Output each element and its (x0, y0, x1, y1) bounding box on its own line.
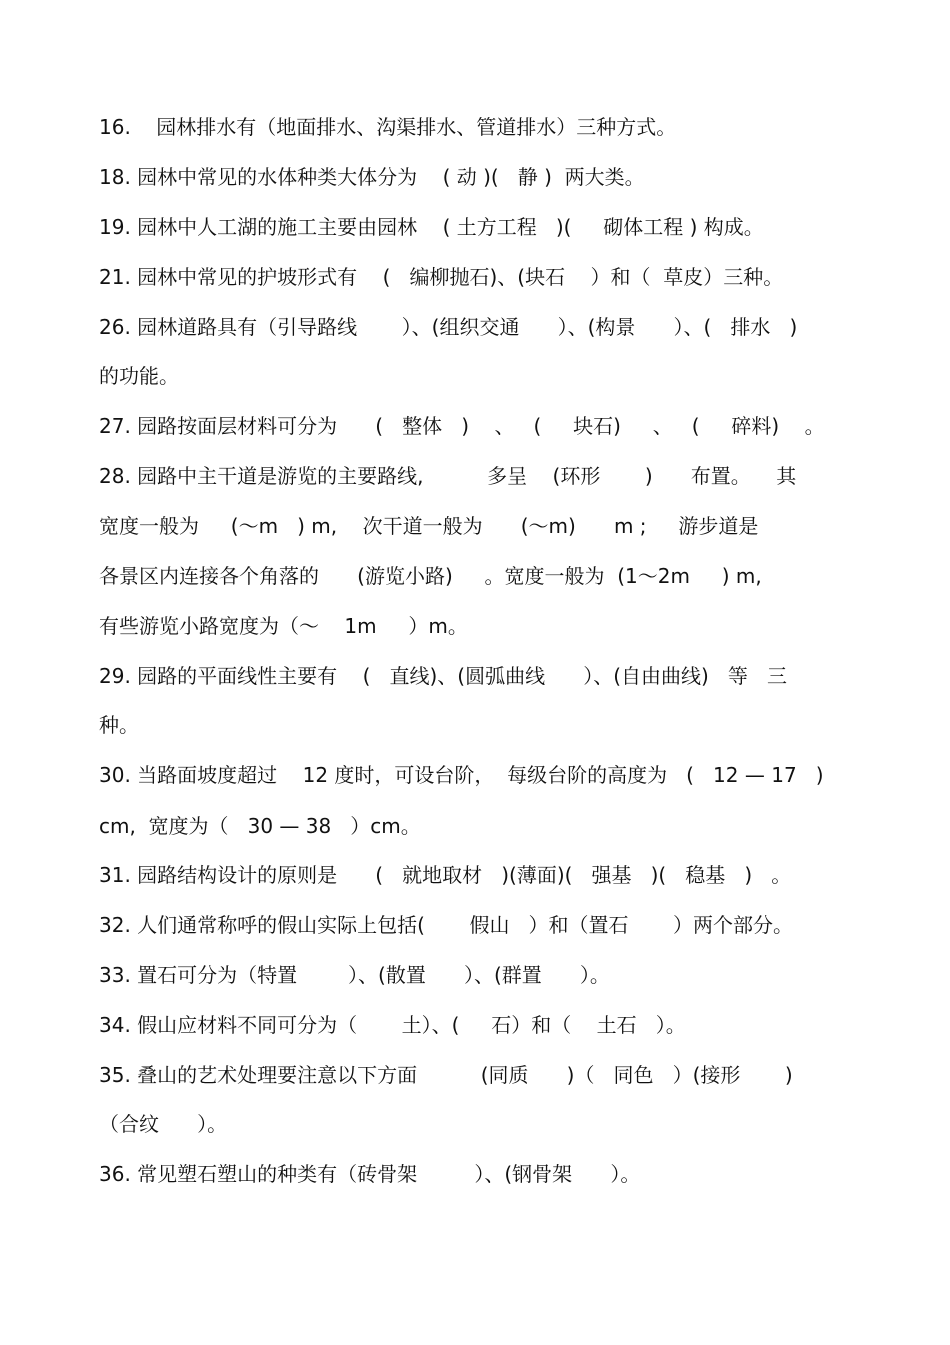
question-33: 33. 置石可分为（特置 ）、(散置 ）、(群置 ）。 (99, 963, 610, 987)
question-31: 31. 园路结构设计的原则是 ( 就地取材 )(薄面)( 强基 )( 稳基 ) 。 (99, 863, 792, 887)
question-26-continued: 的功能。 (99, 364, 179, 388)
question-28-line-3: 各景区内连接各个角落的 (游览小路) 。宽度一般为 (1～2m ) m, (99, 564, 762, 588)
question-34: 34. 假山应材料不同可分为（ 土）、( 石）和（ 土石 ）。 (99, 1013, 686, 1037)
question-28-line-4: 有些游览小路宽度为（～ 1m ）m。 (99, 614, 468, 638)
question-26: 26. 园林道路具有（引导路线 ）、(组织交通 ）、(构景 ）、( 排水 ) (99, 315, 798, 339)
question-30: 30. 当路面坡度超过 12 度时，可设台阶， 每级台阶的高度为 ( 12 — 17 ) (99, 763, 824, 787)
question-16: 16. 园林排水有（地面排水、沟渠排水、管道排水）三种方式。 (99, 115, 677, 139)
question-29: 29. 园路的平面线性主要有 ( 直线)、(圆弧曲线 ）、(自由曲线) 等 三 (99, 664, 787, 688)
question-30-continued: cm, 宽度为（ 30 — 38 ）cm。 (99, 814, 421, 838)
question-35: 35. 叠山的艺术处理要注意以下方面 (同质 )（ 同色 ）(接形 ) (99, 1063, 793, 1087)
question-28: 28. 园路中主干道是游览的主要路线, 多呈 (环形 ) 布置。 其 (99, 464, 797, 488)
question-18: 18. 园林中常见的水体种类大体分为 ( 动 )( 静 ) 两大类。 (99, 165, 645, 189)
question-28-line-2: 宽度一般为 (～m ) m, 次干道一般为 (～m) m ; 游步道是 (99, 514, 759, 538)
question-36: 36. 常见塑石塑山的种类有（砖骨架 ）、(钢骨架 ）。 (99, 1162, 641, 1186)
question-19: 19. 园林中人工湖的施工主要由园林 ( 土方工程 )( 砌体工程 ) 构成。 (99, 215, 764, 239)
question-27: 27. 园路按面层材料可分为 ( 整体 ) 、 ( 块石) 、 ( 碎料) 。 (99, 414, 825, 438)
question-35-continued: （合纹 ）。 (99, 1112, 228, 1136)
question-29-continued: 种。 (99, 713, 139, 737)
question-32: 32. 人们通常称呼的假山实际上包括( 假山 ）和（置石 ）两个部分。 (99, 913, 794, 937)
question-21: 21. 园林中常见的护坡形式有 ( 编柳抛石)、(块石 ）和（ 草皮）三种。 (99, 265, 784, 289)
